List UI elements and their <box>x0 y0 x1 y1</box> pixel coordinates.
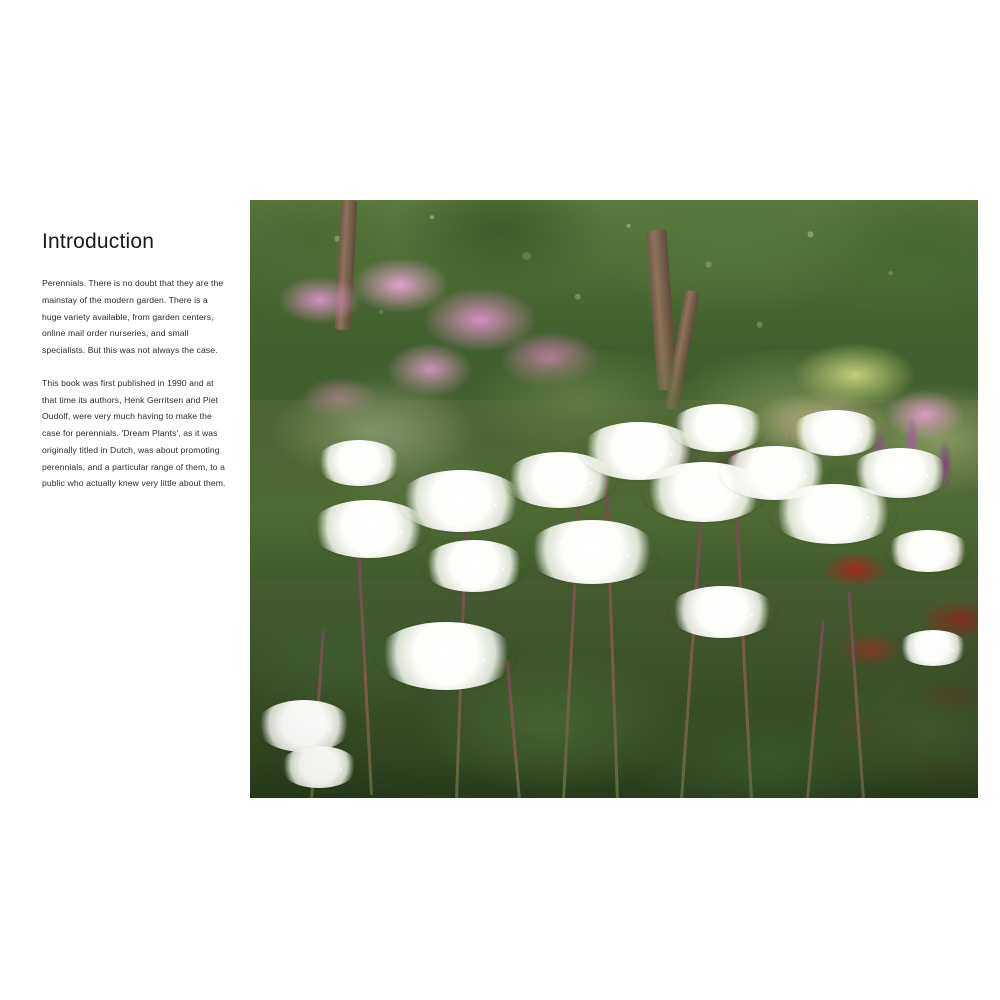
page-title: Introduction <box>42 230 155 253</box>
white-umbel-flower <box>316 440 402 486</box>
white-umbel-flower <box>280 746 358 788</box>
right-photo-page <box>250 200 978 798</box>
intro-paragraph-2: This book was first published in 1990 and at that time its authors, Henk Gerritsen and Piet Oudolf, were very much having to make the case for perennials. 'Dream Plants', as it was originally titled in Dutch, was about promoting perennials, and a particular range of them, to a public who actually knew very little about them. <box>42 377 226 489</box>
white-umbel-flower <box>526 520 658 584</box>
left-text-page <box>22 200 250 798</box>
book-spread <box>22 200 978 798</box>
garden-photograph <box>250 200 978 798</box>
white-umbel-flower <box>256 700 352 752</box>
white-umbel-flower <box>886 530 970 572</box>
intro-paragraph-1: Perennials. There is no doubt that they are the mainstay of the modern garden. There is a huge variety available, from garden centers, online mail order nurseries, and small specialists. But this was not always the case. <box>42 278 224 356</box>
white-umbel-flower <box>376 622 516 690</box>
white-umbel-flower <box>670 404 766 452</box>
white-umbel-flower <box>790 410 882 456</box>
white-umbel-flower <box>850 448 950 498</box>
white-umbel-flower <box>422 540 526 592</box>
white-umbel-flower <box>898 630 968 666</box>
white-umbel-flower <box>668 586 776 638</box>
